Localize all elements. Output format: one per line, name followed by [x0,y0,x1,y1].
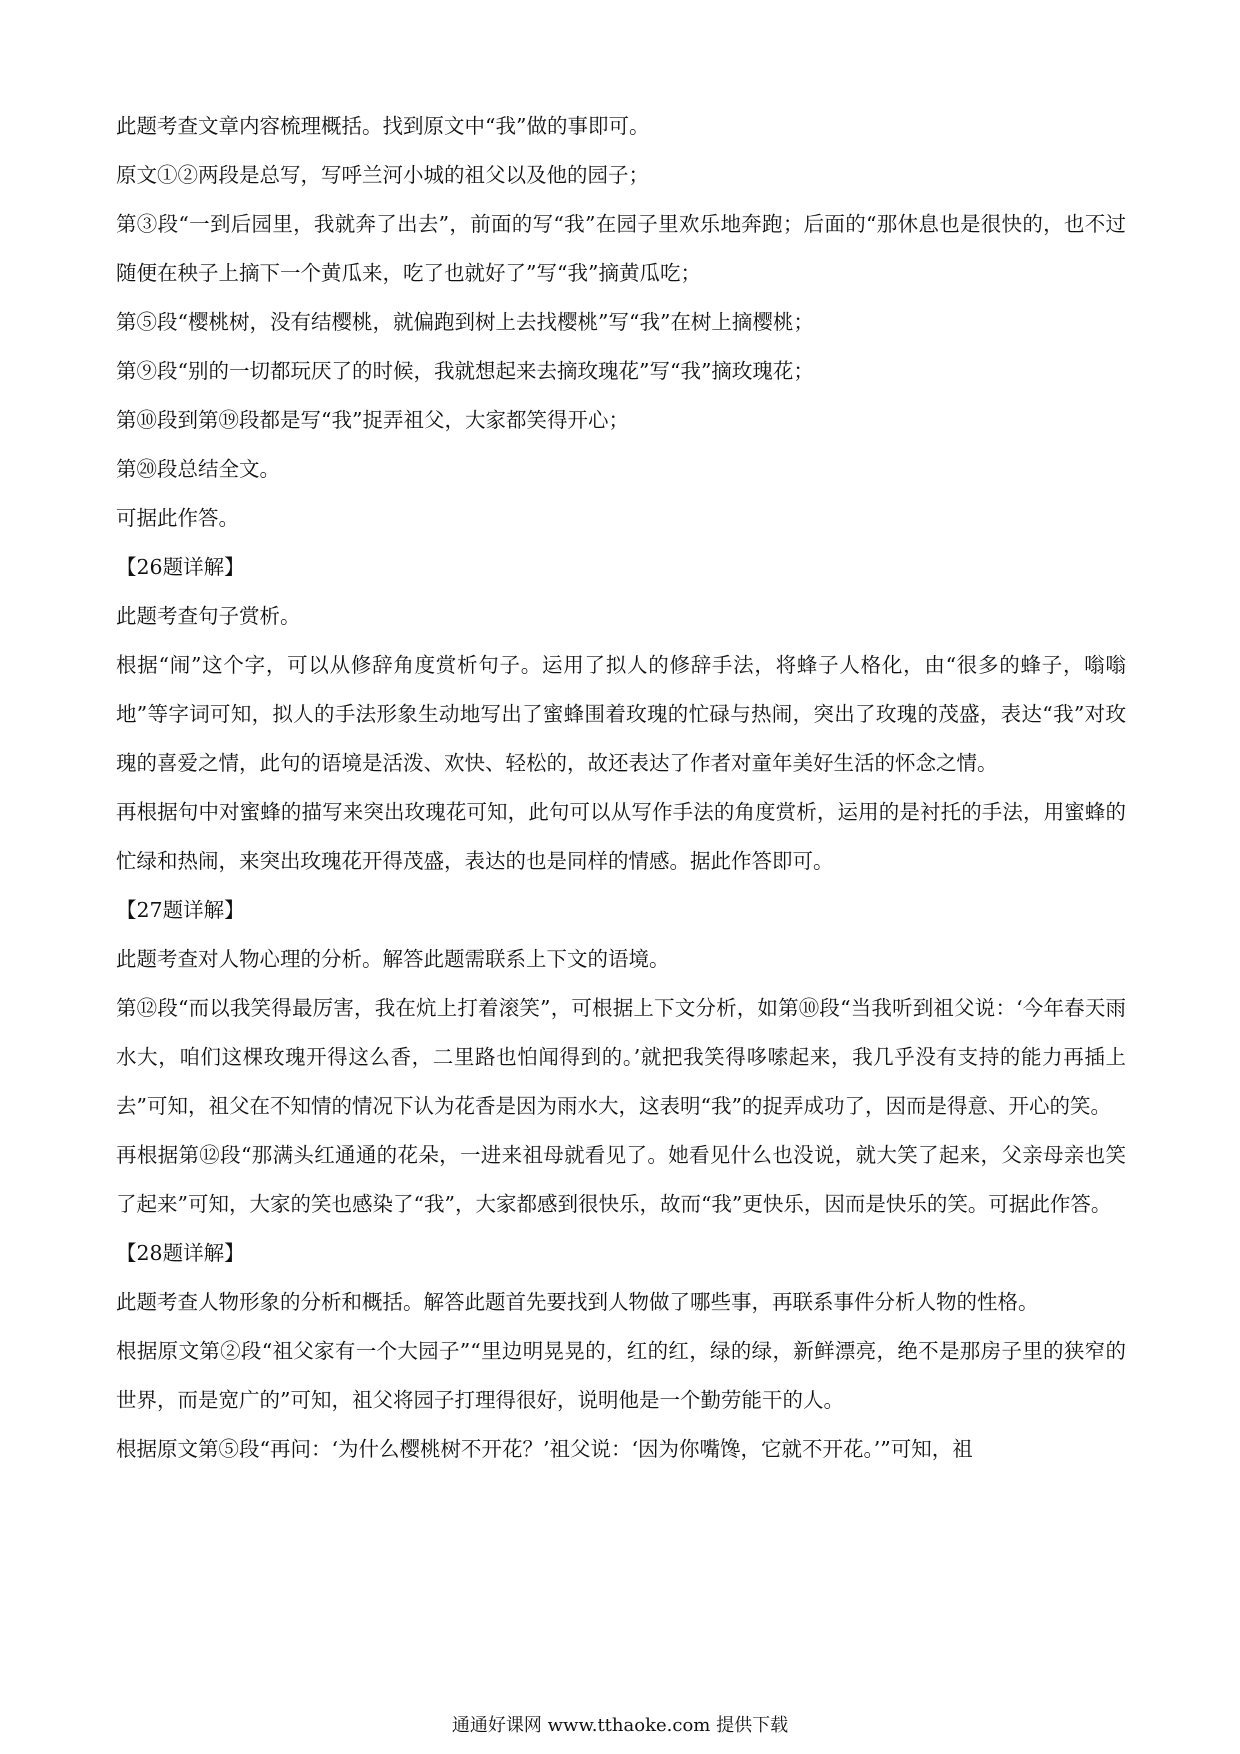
paragraph: 再根据第⑫段“那满头红通通的花朵，一进来祖母就看见了。她看见什么也没说，就大笑了起来，父亲母亲也笑了起来”可知，大家的笑也感染了“我”，大家都感到很快乐，故而“我”更快乐，因而是快乐的笑。可据此作答。 [116,1143,1126,1216]
paragraph: 第⑤段“樱桃树，没有结樱桃，就偏跑到树上去找樱桃”写“我”在树上摘樱桃； [116,310,814,334]
paragraph: 再根据句中对蜜蜂的描写来突出玫瑰花可知，此句可以从写作手法的角度赏析，运用的是衬托的手法，用蜜蜂的忙绿和热闹，来突出玫瑰花开得茂盛，表达的也是同样的情感。据此作答即可。 [116,800,1126,873]
paragraph: 第⑳段总结全文。 [116,457,280,481]
document-body [116,102,1126,1474]
paragraph: 此题考查文章内容梳理概括。找到原文中“我”做的事即可。 [116,114,650,138]
paragraph: 此题考查句子赏析。 [116,604,301,628]
paragraph: 第⑨段“别的一切都玩厌了的时候，我就想起来去摘玫瑰花”写“我”摘玫瑰花； [116,359,814,383]
paragraph: 可据此作答。 [116,506,239,530]
page-footer: 通通好课网 www.tthaoke.com 提供下载 [451,1715,789,1736]
paragraph: 第⑩段到第⑲段都是写“我”捉弄祖父，大家都笑得开心； [116,408,629,432]
paragraph: 根据原文第⑤段“再问：‘为什么樱桃树不开花？’祖父说：‘因为你嘴馋，它就不开花。’”可知，祖 [116,1437,973,1461]
paragraph: 原文①②两段是总写，写呼兰河小城的祖父以及他的园子； [116,163,649,187]
section-heading: 【27题详解】 [116,898,245,922]
paragraph: 第⑫段“而以我笑得最厉害，我在炕上打着滚笑”，可根据上下文分析，如第⑩段“当我听到祖父说：‘今年春天雨水大，咱们这棵玫瑰开得这么香，二里路也怕闻得到的。’就把我笑得哆嗦起来，我几乎没有支持的能力再插上去”可知，祖父在不知情的情况下认为花香是因为雨水大，这表明“我”的捉弄成功了，因而是得意、开心的笑。 [116,996,1126,1118]
paragraph: 此题考查对人物心理的分析。解答此题需联系上下文的语境。 [116,947,670,971]
paragraph: 第③段“一到后园里，我就奔了出去”，前面的写“我”在园子里欢乐地奔跑；后面的“那休息也是很快的，也不过随便在秧子上摘下一个黄瓜来，吃了也就好了”写“我”摘黄瓜吃； [116,212,1126,285]
section-heading: 【28题详解】 [116,1241,245,1265]
section-heading: 【26题详解】 [116,555,245,579]
paragraph: 根据原文第②段“祖父家有一个大园子”“里边明晃晃的，红的红，绿的绿，新鲜漂亮，绝不是那房子里的狭窄的世界，而是宽广的”可知，祖父将园子打理得很好，说明他是一个勤劳能干的人。 [116,1339,1126,1412]
paragraph: 根据“闹”这个字，可以从修辞角度赏析句子。运用了拟人的修辞手法，将蜂子人格化，由“很多的蜂子，嗡嗡地”等字词可知，拟人的手法形象生动地写出了蜜蜂围着玫瑰的忙碌与热闹，突出了玫瑰的茂盛，表达“我”对玫瑰的喜爱之情，此句的语境是活泼、欢快、轻松的，故还表达了作者对童年美好生活的怀念之情。 [116,653,1126,775]
paragraph: 此题考查人物形象的分析和概括。解答此题首先要找到人物做了哪些事，再联系事件分析人物的性格。 [116,1290,1039,1314]
